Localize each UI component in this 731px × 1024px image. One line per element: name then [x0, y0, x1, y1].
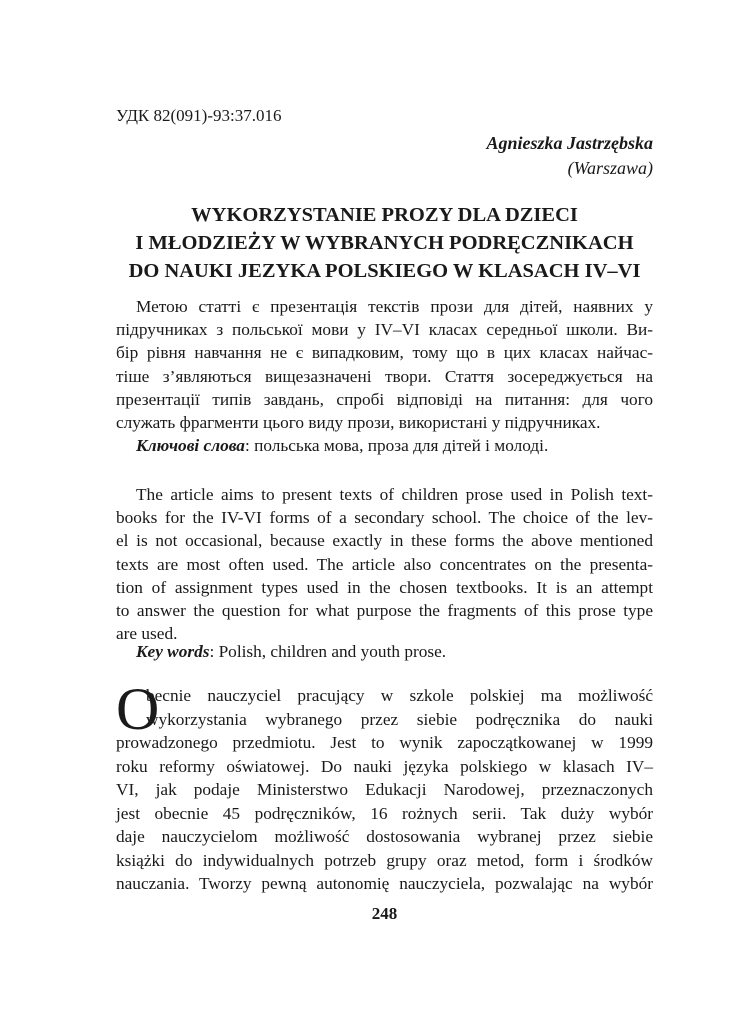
- abstract-line: books for the IV-VI forms of a secondary school. The choice of the lev-: [116, 508, 653, 528]
- keywords-text: : Polish, children and youth prose.: [209, 642, 447, 661]
- body-line: nauczania. Tworzy pewną autonomię nauczyciela, pozwalając na wybór: [116, 874, 653, 893]
- keywords-label: Ключові слова: [136, 436, 245, 455]
- body-line: VI, jak podaje Ministerstwo Edukacji Narodowej, przeznaczonych: [116, 780, 653, 799]
- abstract-line: to answer the question for what purpose the fragments of this prose type: [116, 601, 653, 621]
- keywords-ukrainian: [136, 434, 548, 457]
- abstract-line: презентації типів завдань, спробі відповіді на питання: для чого: [116, 389, 653, 409]
- drop-cap: O: [116, 676, 160, 742]
- body-line: becnie nauczyciel pracujący w szkole polskiej ma możliwość: [146, 686, 653, 705]
- body-line: daje nauczycielom możliwość dostosowania wybranej przez siebie: [116, 827, 653, 846]
- page: [116, 0, 653, 1024]
- abstract-line: тіше з’являються вищезазначені твори. Стаття зосереджується на: [116, 366, 653, 386]
- body-line: wykorzystania wybranego przez siebie podręcznika do nauki: [146, 709, 653, 729]
- abstract-line: служать фрагменти цього виду прози, використані у підручниках.: [116, 413, 601, 433]
- abstract-line: підручниках з польської мови у IV–VI класах середньої школи. Ви-: [116, 320, 653, 340]
- body-line: książki do indywidualnych potrzeb grupy oraz metod, form i środków: [116, 850, 653, 870]
- author-block: [486, 131, 653, 181]
- title-line: I MŁODZIEŻY W WYBRANYCH PODRĘCZNIKACH: [135, 232, 634, 254]
- abstract-english: [116, 483, 653, 645]
- udk-code: УДК 82(091)-93:37.016: [116, 106, 282, 125]
- author-name: Agnieszka Jastrzębska: [486, 133, 653, 153]
- body-line: prowadzonego przedmiotu. Jest to wynik zapoczątkowanej w 1999: [116, 733, 653, 752]
- body-line: roku reformy oświatowej. Do nauki języka polskiego w klasach IV–: [116, 756, 653, 776]
- abstract-line: The article aims to present texts of children prose used in Polish text-: [136, 485, 653, 504]
- title-line: DO NAUKI JEZYKA POLSKIEGO W KLASACH IV–VI: [128, 260, 641, 282]
- abstract-line: tion of assignment types used in the chosen textbooks. It is an attempt: [116, 577, 653, 597]
- article-title: [116, 201, 653, 285]
- keywords-text: : польська мова, проза для дітей і молоді.: [244, 436, 549, 455]
- abstract-line: el is not occasional, because exactly in these forms the above mentioned: [116, 531, 653, 551]
- body-paragraph: [116, 676, 653, 896]
- page-number: 248: [371, 904, 398, 923]
- abstract-line: are used.: [116, 624, 178, 644]
- abstract-line: texts are most often used. The article also concentrates on the presenta-: [116, 554, 653, 574]
- body-line: jest obecnie 45 podręczników, 16 rożnych serii. Tak duży wybór: [116, 803, 653, 823]
- title-line: WYKORZYSTANIE PROZY DLA DZIECI: [191, 204, 578, 226]
- keywords-label: Key words: [136, 642, 210, 661]
- abstract-ukrainian: [116, 295, 653, 434]
- keywords-english: [136, 640, 446, 663]
- abstract-line: Метою статті є презентація текстів прози для дітей, наявних у: [136, 297, 653, 316]
- author-city: (Warszawa): [567, 158, 653, 178]
- abstract-line: бір рівня навчання не є випадковим, тому що в цих класах найчас-: [116, 343, 653, 363]
